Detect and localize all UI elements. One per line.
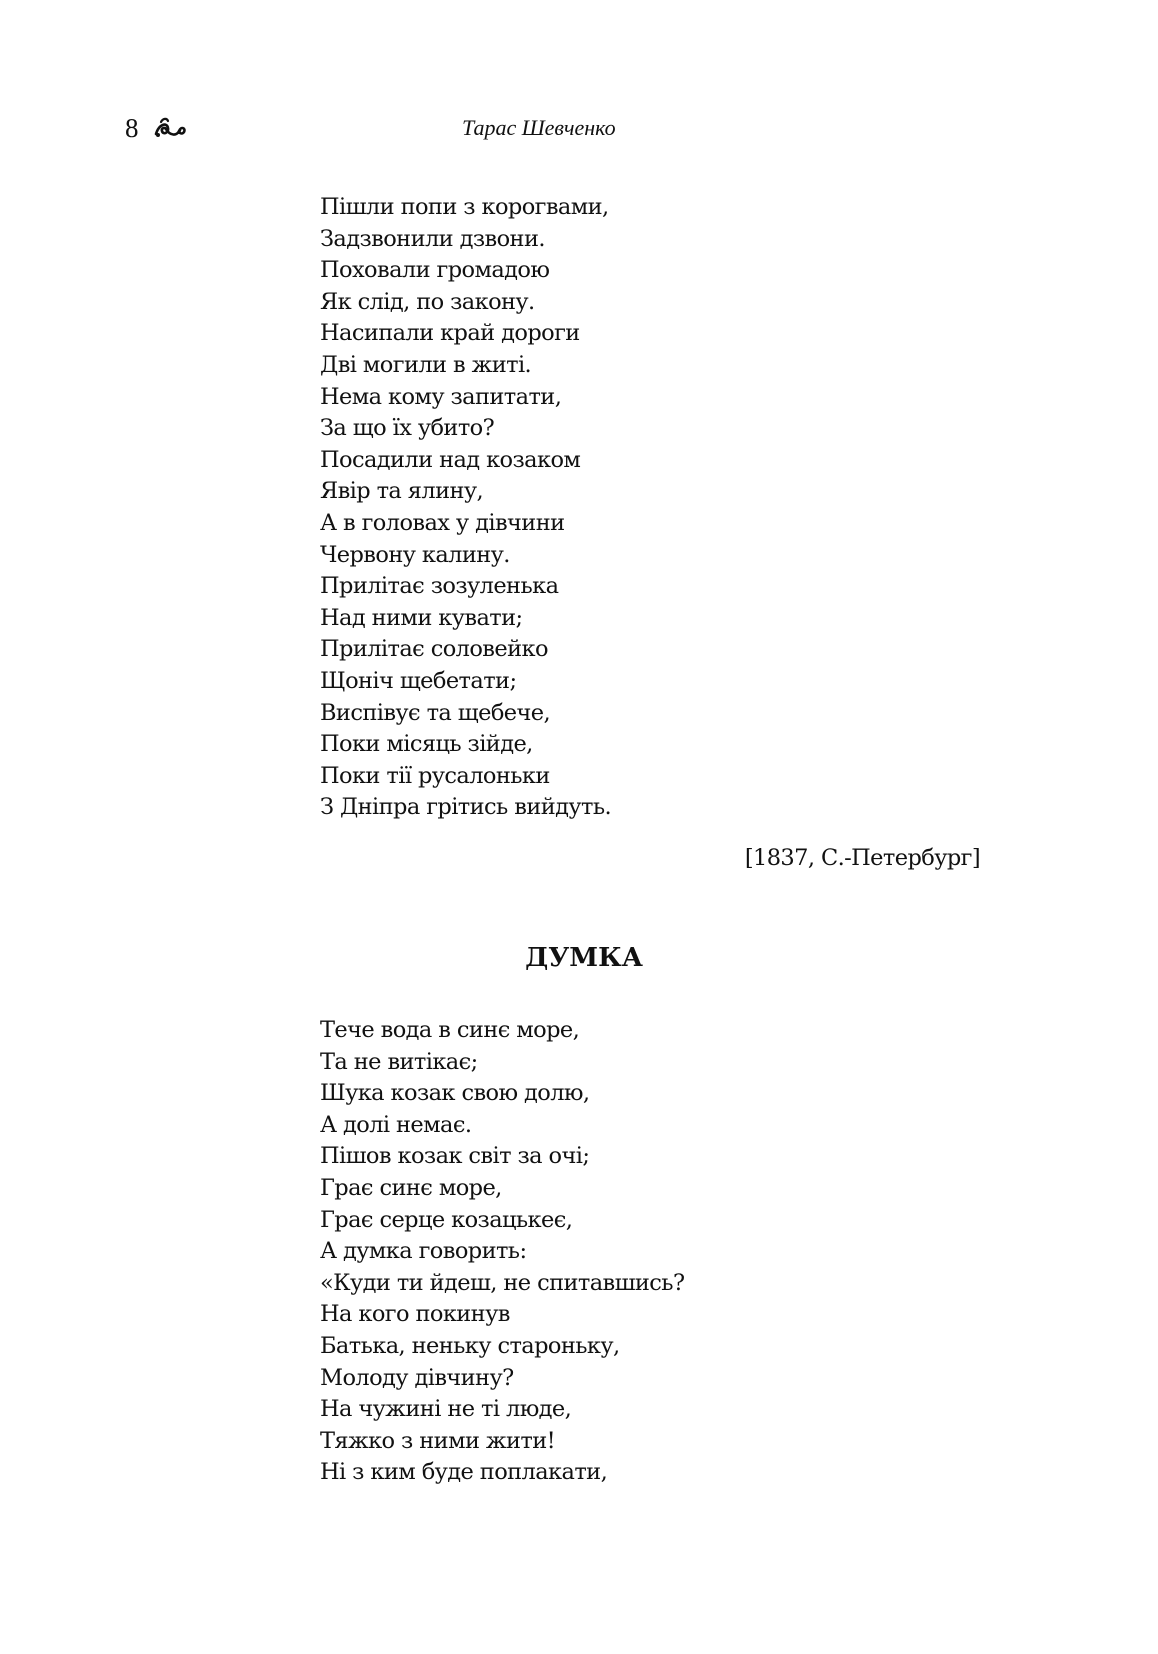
- verse-line: Тече вода в синє море,: [320, 1017, 580, 1043]
- verse-line: Як слід, по закону.: [320, 288, 535, 315]
- verse-line: Насипали край дороги: [320, 320, 580, 347]
- verse-line: Виспівує та щебече,: [320, 699, 551, 726]
- verse-line: Грає синє море,: [320, 1174, 502, 1201]
- verse-line: Та не витікає;: [320, 1048, 478, 1075]
- verse-line: Шука козак свою долю,: [320, 1080, 590, 1107]
- poem-title: ДУМКА: [525, 943, 643, 973]
- verse-line: Грає серце козацькеє,: [320, 1206, 573, 1233]
- verse-line: Задзвонили дзвони.: [320, 225, 545, 252]
- verse-line: Ні з ким буде поплакати,: [320, 1459, 608, 1486]
- verse-line: А думка говорить:: [320, 1238, 527, 1265]
- verse-line: Пішли попи з корогвами,: [320, 194, 609, 220]
- floral-ornament-icon: [153, 114, 187, 142]
- verse-line: На чужині не ті люде,: [320, 1396, 572, 1423]
- verse-line: Щоніч щебетати;: [320, 667, 517, 694]
- verse-line: Пішов козак світ за очі;: [320, 1143, 590, 1170]
- verse-line: За що їх убито?: [320, 415, 495, 442]
- page-number: 8: [125, 113, 139, 143]
- verse-line: Над ними кувати;: [320, 604, 523, 631]
- verse-line: Посадили над козаком: [320, 446, 581, 473]
- verse-line: А долі немає.: [320, 1111, 472, 1138]
- verse-line: Прилітає зозуленька: [320, 573, 559, 600]
- verse-line: Нема кому запитати,: [320, 383, 562, 410]
- verse-line: «Куди ти йдеш, не спитавшись?: [320, 1269, 685, 1296]
- verse-line: Тяжко з ними жити!: [320, 1427, 556, 1454]
- verse-line: З Дніпра грітись вийдуть.: [320, 794, 612, 821]
- poem-attribution: [1837, С.-Петербург]: [744, 845, 980, 871]
- verse-line: А в головах у дівчини: [320, 509, 565, 536]
- verse-line: На кого покинув: [320, 1301, 510, 1328]
- verse-line: Дві могили в житі.: [320, 351, 532, 378]
- page-header: [120, 108, 1040, 148]
- running-head: Тарас Шевченко: [462, 115, 616, 140]
- poem-2: [320, 1015, 684, 1489]
- verse-line: Поки місяць зійде,: [320, 731, 533, 758]
- poem-1: [320, 192, 611, 824]
- verse-line: Явір та ялину,: [320, 478, 484, 505]
- verse-line: Червону калину.: [320, 541, 510, 568]
- verse-line: Поки тії русалоньки: [320, 762, 550, 789]
- verse-line: Прилітає соловейко: [320, 636, 548, 663]
- verse-line: Поховали громадою: [320, 257, 550, 284]
- verse-line: Молоду дівчину?: [320, 1364, 514, 1391]
- verse-line: Батька, неньку староньку,: [320, 1332, 620, 1359]
